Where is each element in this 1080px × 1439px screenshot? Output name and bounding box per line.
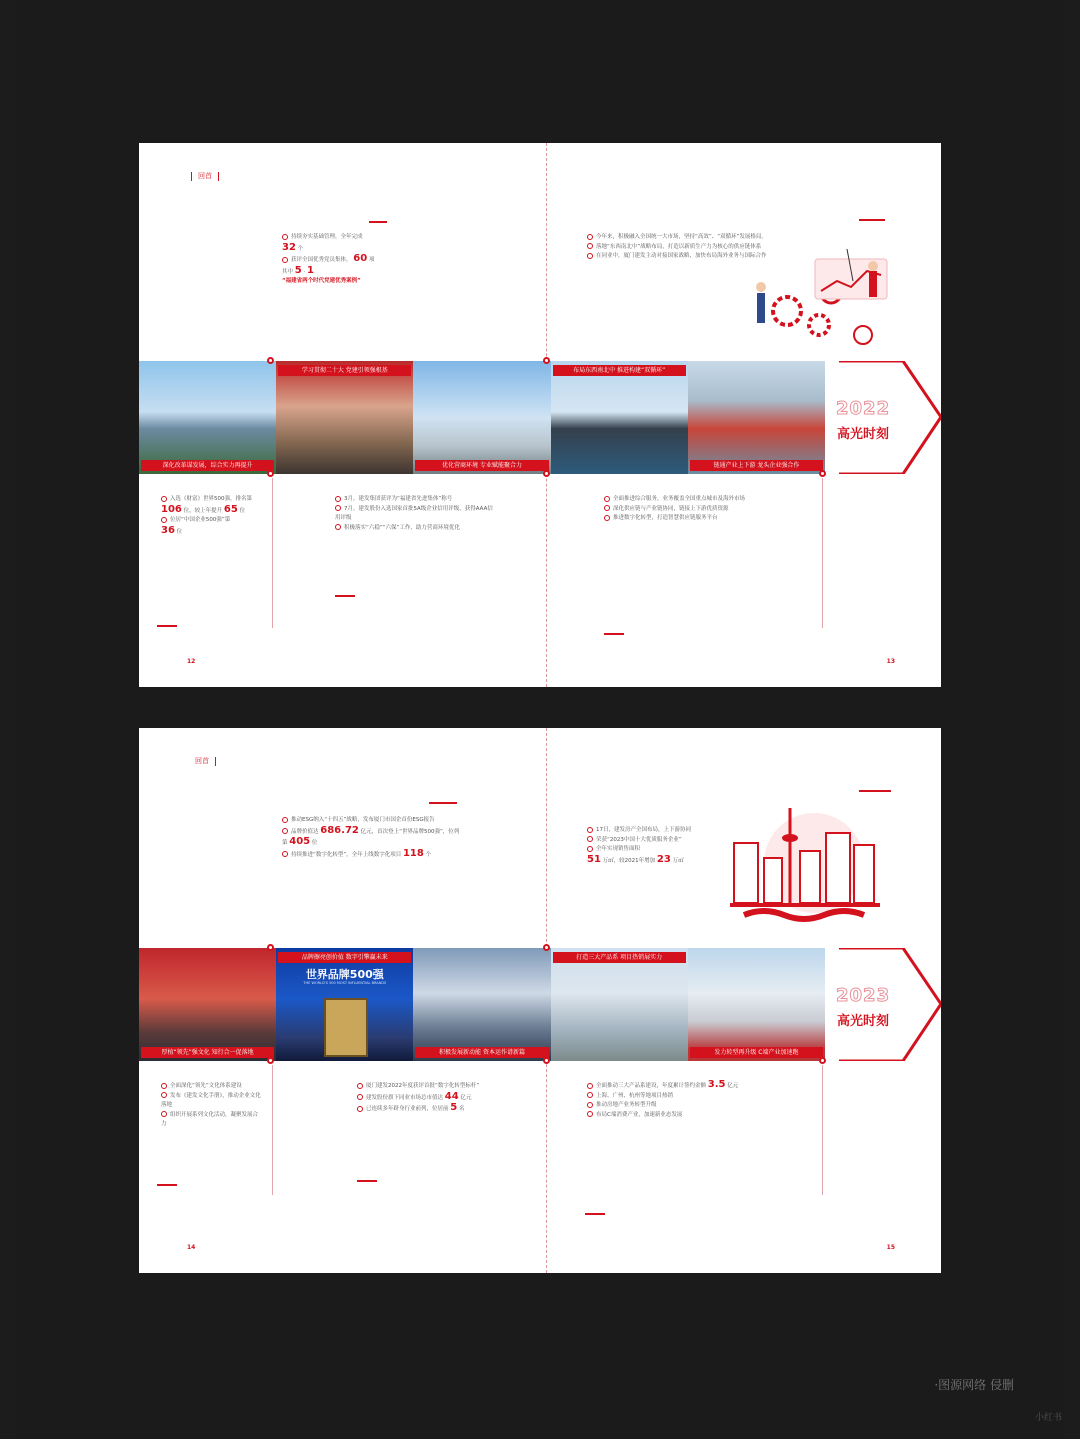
accent-line bbox=[604, 633, 624, 635]
business-illustration bbox=[727, 241, 897, 351]
connector-line bbox=[822, 1065, 823, 1195]
highlight-label: 高光时刻 bbox=[837, 1014, 890, 1029]
watermark-text: ·图源网络 侵删 bbox=[934, 1378, 1014, 1392]
accent-line bbox=[429, 802, 457, 804]
accent-line bbox=[585, 1213, 605, 1215]
timeline-node bbox=[267, 944, 274, 951]
photo-port-cranes: 链通产业上下游 龙头企业强合作 bbox=[688, 361, 825, 474]
text-block-bottom-3: 全面推进综合服务，业务覆盖全国重点城市及海外市场 深化供应链与产业链协同，链接上下游优质资源 推进数字化转型，打造智慧供应链服务平台 bbox=[604, 495, 799, 524]
highlight-year: 2023 bbox=[836, 985, 891, 1006]
city-illustration bbox=[724, 803, 894, 933]
photo-timeline-band bbox=[139, 361, 825, 474]
text-block-top-right: 17日，建发房产全国布局，上下游协同 荣获“2023中国十大优质服务企业” 全年实现销售面积 51 万㎡，较2021年增加 23 万㎡ bbox=[587, 827, 691, 865]
brochure-spread-1 bbox=[139, 143, 941, 687]
page-number-left: 14 bbox=[187, 1244, 196, 1251]
accent-line bbox=[157, 1184, 177, 1186]
text-block-bottom-3: 全面推动三大产品系建设，年度累计签约金额 3.5 亿元 上海、广州、杭州等地项目热销 推动房地产业务转型升级 布局C端消费产业，加速新业态发展 bbox=[587, 1080, 809, 1120]
accent-line bbox=[369, 221, 387, 223]
award-plaque bbox=[324, 998, 368, 1057]
connector-line bbox=[272, 478, 273, 628]
timeline-node bbox=[543, 470, 550, 477]
photo-cargo-ship: 布局东西南北中 推进构建“双循环” bbox=[551, 361, 688, 474]
timeline-node bbox=[819, 470, 826, 477]
accent-line bbox=[335, 595, 355, 597]
timeline-node bbox=[267, 357, 274, 364]
photo-residential-towers: 打造三大产品系 项目热销展实力 bbox=[551, 948, 688, 1061]
text-block-bottom-2: 厦门建发2022年度获评首批“数字化转型标杆” 建发股份旗下同业市场总市值达 44 亿元 已连续多年跻身行业前列，位居前 5 名 bbox=[357, 1082, 507, 1115]
watermark-logo: 小红书 bbox=[1034, 1413, 1062, 1423]
timeline-node bbox=[543, 944, 550, 951]
page-number-right: 15 bbox=[886, 1244, 895, 1251]
accent-line bbox=[859, 790, 891, 792]
text-block-bottom-1: 入选《财富》世界500强，排名第 106 位，较上年提升 65 位 位居“中国企业500强”第 36 位 bbox=[161, 496, 252, 536]
text-block-bottom-2: 3月，建发集团获评为“福建省先进集体”称号 7月，建发股份入选国家首批5A级企业信用评级，获得AAA信用评级 积极落实“六稳”“六保”工作，助力营商环境优化 bbox=[335, 496, 493, 531]
timeline-node bbox=[543, 357, 550, 364]
photo-meeting-hall: 学习贯彻二十大 党建引领强根基 bbox=[276, 361, 413, 474]
section-header: 回首 bbox=[195, 756, 222, 766]
brand-badge-subtitle: THE WORLD'S 500 MOST INFLUENTIAL BRANDS bbox=[303, 981, 387, 985]
text-block-bottom-1: 全面深化“领先”文化体系建设 发布《建发文化手册》，推动企业文化落地 组织开展系列文化活动，凝聚发展合力 bbox=[161, 1083, 261, 1127]
connector-line bbox=[822, 478, 823, 628]
brand-badge-title: 世界品牌500强 bbox=[305, 968, 384, 981]
accent-line bbox=[157, 625, 177, 627]
text-block-top-right: 今年来，积极融入全国统一大市场，坚持“高效”、“双循环”发展格局。 落地“东西南北中”战略布局，打造以新质生产力为核心的供应链体系 在同业中，厦门建发主动对接国家战略，加快布局海外业务与国际合作 bbox=[587, 233, 792, 262]
accent-line bbox=[859, 219, 885, 221]
text-block-top-left: 持续夯实基础管理，全年完成 32 个 获评全国优秀党员集体， 60 项 其中 5 · 1 “福建省两个时代党建优秀案例” bbox=[282, 234, 375, 284]
photo-office-tower: 优化营商环境 专业赋能聚合力 bbox=[413, 361, 550, 474]
photo-timeline-band bbox=[139, 948, 825, 1061]
timeline-node bbox=[267, 470, 274, 477]
photo-award-ceremony: 厚植“领先”强文化 知行合一促落地 bbox=[139, 948, 276, 1061]
connector-line bbox=[272, 1065, 273, 1195]
highlight-label: 高光时刻 bbox=[837, 427, 890, 442]
brochure-spread-2 bbox=[139, 728, 941, 1273]
accent-line bbox=[357, 1180, 377, 1182]
photo-city-skyline: 深化改革谋发展，综合实力再提升 bbox=[139, 361, 276, 474]
text-block-top-left: 推动ESG纳入“十四五”战略，发布厦门市国企首份ESG报告 品牌价值达 686.72 亿元，首次登上“世界品牌500强”，位列第 405 位 持续推进“数字化转型”，全年上线数字化项目 118 个 bbox=[282, 817, 460, 859]
page-number-right: 13 bbox=[886, 658, 895, 665]
timeline-node bbox=[267, 1057, 274, 1064]
photo-brand-award: 品牌擦亮创价值 数字引擎赢未来 世界品牌500强 THE WORLD'S 500 MOST INFLUENTIAL BRANDS bbox=[276, 948, 413, 1061]
page-number-left: 12 bbox=[187, 658, 196, 665]
timeline-node bbox=[819, 1057, 826, 1064]
highlight-year: 2022 bbox=[836, 398, 891, 419]
section-header: 回首 bbox=[185, 171, 225, 181]
timeline-node bbox=[543, 1057, 550, 1064]
photo-car-showroom: 发力转型再升级 C端产业加速跑 bbox=[688, 948, 825, 1061]
photo-business-growth: 积极发展新动能 资本运作谱新篇 bbox=[413, 948, 550, 1061]
